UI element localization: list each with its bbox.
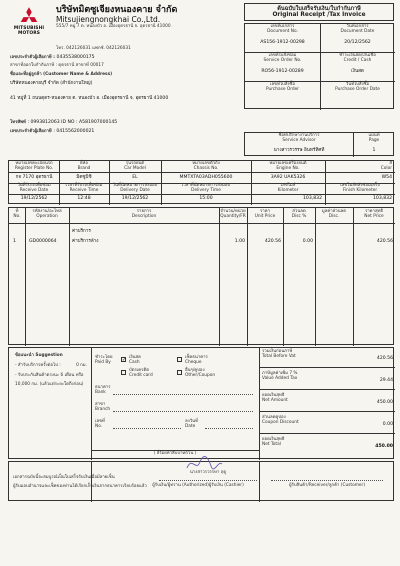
advisor-name: นางสาวรวรรษ อินทร์ทิศที [273,148,325,153]
customer-phone: โทรศัพท์ : 0993812063 ID NO : A581907000145 [10,120,118,125]
customer-tax: เลขประจำตัวผู้เสียภาษี : 0415562000021 [10,129,95,134]
color-header: สี Color [380,161,392,171]
chassis-value: MMTXTA03ADH055600 [179,175,233,180]
plate-value: กจ 7170 อุดรธานี [15,175,53,180]
doc-date-label: วันที่เอกสาร Document Date [340,24,375,34]
col-net-header: ราคาสุทธิ Net Price [364,209,384,219]
company-name-th: บริษัทมิตซูเจียงหนองคาย จำกัด [56,5,178,15]
table-row [9,226,395,256]
company-name-en: Mitsujiengnongkhai Co.,Ltd. [56,15,161,24]
kilometer-header: เลขไมล์ Kilometer [277,183,299,193]
checkbox-cash-checked-icon[interactable]: ✓ [122,357,127,363]
doc-no-label: เลขที่เอกสาร Document No. [267,24,298,34]
total-before-vat-label: รวมเงินก่อนภาษี Total Before Vat [262,349,296,359]
cheque-no-field: เลขที่ No. [95,419,105,429]
receive-time-value: 12:48 [77,196,91,201]
cheque-date-field: ลงวันที่ Date [185,419,198,429]
brand-header: ยี่ห้อ Brand [77,161,91,171]
plate-header: หมายเลขทะเบียนรถ Register Plate No. [14,161,54,171]
company-address: 555/7 หมู่ 7 ต. หนองบัว อ. เมืองอุดรธานี จ. อุดรธานี 41000 [56,24,171,29]
items-table [8,207,394,345]
receiver-label: ผู้รับสินค้า/Receiver/ลูกค้า (Customer) [289,483,365,488]
company-tax: เลขประจำตัวผู้เสียภาษี : 0435538000175 [10,55,95,60]
po-date-label: วันที่ใบสั่งซื้อ Purchase Order Date [335,82,380,92]
suggestion-line2: - รับประกันสินค้าตรงนะ 6 เดือน หรือ [15,373,84,378]
customer-label: ชื่อและที่อยู่ลูกค้า (Customer Name & Address) [10,72,113,77]
col-operation-header: รหัสงาน/อะไหล่ Operation [32,209,62,219]
service-order-label: เลขที่ใบสั่งซ่อม Service Order No. [263,53,302,63]
page-label-th: แผ่นที่ [368,133,380,138]
page-label-en: Page [368,137,380,143]
suggestion-line1: - สำรับบริการครั้งต่อไป : 0 กม. [15,363,87,368]
service-order-value: RO56-1912-00289 [261,69,304,74]
suggestion-title: ข้อแนะนำ Suggestion [15,353,63,358]
checkbox-cheque-icon[interactable] [177,357,182,362]
item-disc-pct: 0.00 [302,239,313,244]
footer-note2: ผู้รับมอบอำนาจและเช็คของท่านได้เรียกเก็บเงินจากธนาคารเรียบร้อยแล้ว [13,484,147,489]
company-header [56,5,246,30]
cashier-name: นางสาวรวรรษา ฤดู [189,470,227,475]
col-disc-header: มูลค่าส่วนลด Disc. [321,209,347,219]
vat-value: 29.44 [379,378,393,383]
color-value: W54 [381,175,392,180]
vehicle-table [8,160,394,204]
payment-type-label: ชำระเงินสด/เงินเชื่อ Credit / Cash [339,53,376,63]
amount-in-words: ( สี่ร้อยห้าสิบบาทถ้วน ) [153,451,197,456]
engine-header: หมายเลขเครื่องยนต์ Engine No. [269,161,307,171]
brand-text: MITSUBISHI MOTORS [13,26,45,37]
kilometer-value: 103,832 [303,196,322,201]
delivery-date-header: วันที่นัดหมายการส่งมอบ Delivery Date [112,183,158,193]
signature-footer [8,461,394,501]
doc-title-en: Original Receipt /Tax Invoice [272,11,366,18]
doc-info-grid [244,23,394,109]
item-no: 1 [13,239,16,244]
item-desc2: ค่าบริการล้าง [72,239,99,244]
delivery-date-value: 19/12/2562 [121,196,149,201]
vat-label: ภาษีมูลค่าเพิ่ม 7 % Value Added Tax [262,371,298,381]
finish-km-value: 103,832 [373,196,392,201]
col-qty-header: จำนวน/หน่วย Quantity/FR [220,209,246,219]
engine-value: 3A92 UAK5326 [270,175,306,180]
receive-time-header: เวลาที่รับรถเพื่อซ่อม Receive Time [65,183,103,193]
branch-field: สาขา Branch [95,402,111,412]
model-value: EL [132,175,138,180]
doc-no-value: AS156-1912-00298 [260,40,305,45]
delivery-time-value: 15:00 [199,196,213,201]
company-branch: สาขาที่ออกใบกำกับภาษี : ดุดรธานี สาขาที่ 00017 [10,63,104,68]
model-header: รุ่นรถยนต์ Car Model [124,161,146,171]
footer-note1: เอกสารฉบับนี้จะสมบูรณ์เป็นใบเสร็จรับเงินเมื่อมีลายเซ็น [13,475,115,480]
total-before-vat-value: 420.56 [376,356,393,361]
receive-date-value: 19/12/2562 [20,196,48,201]
col-description-header: รายการ Description [131,209,157,219]
mitsubishi-logo-icon [18,6,40,26]
po-label: เลขที่ใบสั่งซื้อ Purchase Order [265,82,300,92]
bank-field: ธนาคาร Bank [95,385,111,395]
item-qty: 1.00 [234,239,245,244]
payment-type-value: เงินสด [351,69,364,74]
summary-section: ข้อแนะนำ Suggestion - สำรับบริการครั้งต่อไป : 0 กม. - รับประกันสินค้าตรงนะ 6 เดือน หรือ 10,000 กม. (แล้วแต่ระยะใดถึงก่อน) ชำระโดย Paid By ✓ เงินสด Cash เช็คธนาคาร Cheque บัตรเครดิต Credit card อื่นๆ/คูปอง Other/Coupon ธนาคาร Bank สาขา Branch เลขที่ No. ลงวันที่ Date ( สี่ร้อยห้าสิบบาทถ้วน ) รวมเงินก่อนภาษี Total Before Vat 420.56 ภาษีมูลค่าเพิ่ม 7 % Value Added Tax 29.44 ยอดเงินสุทธิ Net Amount 450.00 ส่วนลดคูปอง Coupon Discount 0.00 ยอดเงินสุทธิ Net Total 450.00 [8,347,394,459]
col-disc-pct-header: ส่วนลด Disc % [291,209,307,219]
advisor-label-en: Service Advisor [282,137,316,143]
net-amount-label: ยอดเงินสุทธิ Net Amount [262,393,288,403]
coupon-discount-label: ส่วนลดคูปอง Coupon Discount [262,415,299,425]
chassis-header: หมายเลขตัวถัง Chassis No. [192,161,220,171]
net-amount-value: 450.00 [376,400,393,405]
customer-address: 41 หมู่ที่ 1 ถนนดุดร-หนองคาย ต. หนองบัว อ. เมืองอุดรธานี จ. อุดรธานี 41000 [10,96,169,101]
receive-date-header: วันที่รับรถเพื่อซ่อม Receive Date [17,183,51,193]
col-no-header: ที่ No. [13,209,21,219]
doc-date-value: 20/12/2562 [344,40,371,45]
doc-title-box [244,3,394,21]
delivery-time-header: เวลาที่นัดหมายการส่งมอบ Delivery Time [181,183,231,193]
item-net: 420.56 [376,239,393,244]
cashier-label: ผู้รับเงิน/ผู้ทราน (Authorized)ผู้รับเงิน (Cashier) [152,483,244,488]
finish-km-header: เลขไมล์หลังซ่อมเสร็จ Finish Kilometer [340,183,380,193]
paid-by-label: ชำระโดย Paid By [95,355,113,365]
page-number: 1 [372,148,376,153]
company-logo [10,6,48,40]
net-total-value: 450.00 [375,444,393,449]
net-total-label: ยอดเงินสุทธิ Net Total [262,437,285,447]
coupon-discount-value: 0.00 [382,422,393,427]
brand-value: มิตซูบิชิ [76,175,92,180]
item-code: GD0000064 [29,239,57,244]
suggestion-line3: 10,000 กม. (แล้วแต่ระยะใดถึงก่อน) [15,382,84,387]
checkbox-card-icon[interactable] [121,370,126,375]
company-phone: โทร. 042126031 แฟกซ์. 042126031 [56,46,131,51]
checkbox-coupon-icon[interactable] [177,370,182,375]
advisor-label-th: ชื่อที่ปรึกษางานบริการ [278,133,320,138]
col-unit-price-header: ราคา Unit Price [254,209,276,219]
doc-title-th: ต้นฉบับใบเสร็จรับเงิน/ใบกำกับภาษี [277,5,361,12]
item-desc1: ค่าบริการ [72,229,91,234]
advisor-box [244,132,394,156]
item-price: 420.56 [264,239,281,244]
customer-name: บริษัทหนองคายบุรี จำกัด (สำนักงานใหญ่) [10,81,93,86]
